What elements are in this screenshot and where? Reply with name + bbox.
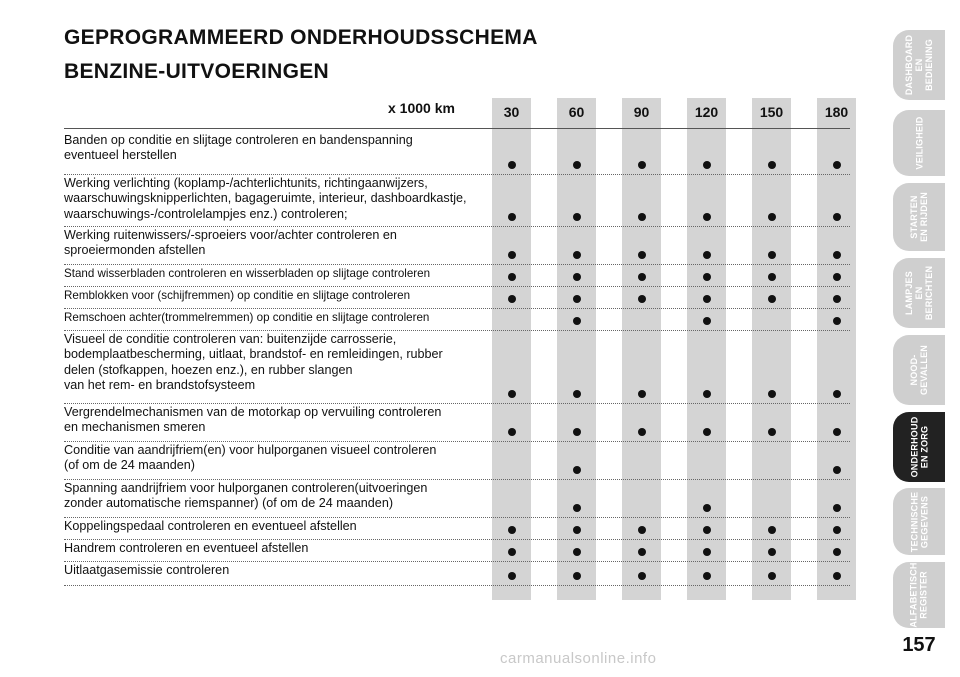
chapter-tab[interactable] <box>893 258 945 328</box>
header-rule <box>64 128 850 129</box>
service-mark <box>833 466 841 474</box>
service-mark <box>573 295 581 303</box>
service-mark <box>768 428 776 436</box>
chapter-tab[interactable] <box>893 412 945 482</box>
service-mark <box>638 548 646 556</box>
column-header: 60 <box>568 104 585 120</box>
chapter-tab[interactable] <box>893 562 945 628</box>
task-description: Conditie van aandrijfriem(en) voor hulporganen visueel controleren (of om de 24 maanden) <box>64 443 437 473</box>
chapter-tab[interactable] <box>893 30 945 100</box>
chapter-tab[interactable] <box>893 488 945 555</box>
row-divider <box>64 286 850 287</box>
service-mark <box>833 213 841 221</box>
chapter-tab[interactable] <box>893 110 945 176</box>
service-mark <box>833 548 841 556</box>
task-description: Werking ruitenwissers/-sproeiers voor/achter controleren en sproeiermonden afstellen <box>64 228 397 258</box>
row-divider <box>64 561 850 562</box>
service-mark <box>703 161 711 169</box>
service-mark <box>638 295 646 303</box>
page-subtitle: BENZINE-UITVOERINGEN <box>64 60 330 83</box>
service-mark <box>703 504 711 512</box>
chapter-tab-label: VEILIGHEID <box>914 116 925 170</box>
service-mark <box>638 428 646 436</box>
table-row <box>64 541 850 563</box>
service-mark <box>768 295 776 303</box>
service-mark <box>768 572 776 580</box>
page-number: 157 <box>902 634 936 656</box>
table-row <box>64 405 850 443</box>
chapter-tab-label: ALFABETISCH REGISTER <box>909 562 930 628</box>
service-mark <box>833 295 841 303</box>
row-divider <box>64 308 850 309</box>
service-mark <box>638 390 646 398</box>
service-mark <box>573 572 581 580</box>
service-mark <box>573 526 581 534</box>
chapter-tab-label: TECHNISCHE GEGEVENS <box>909 491 930 552</box>
service-mark <box>703 317 711 325</box>
table-row <box>64 133 850 176</box>
table-row <box>64 519 850 541</box>
row-divider <box>64 585 850 586</box>
service-mark <box>703 548 711 556</box>
service-mark <box>833 251 841 259</box>
table-row <box>64 266 850 288</box>
service-mark <box>638 273 646 281</box>
service-mark <box>768 213 776 221</box>
chapter-tab-label: ONDERHOUD EN ZORG <box>909 416 929 478</box>
service-mark <box>638 161 646 169</box>
service-mark <box>573 213 581 221</box>
service-mark <box>768 251 776 259</box>
row-divider <box>64 330 850 331</box>
column-header: 180 <box>824 104 849 120</box>
chapter-tab-label: STARTEN EN RIJDEN <box>909 192 929 242</box>
service-mark <box>768 161 776 169</box>
table-row <box>64 481 850 519</box>
service-mark <box>703 295 711 303</box>
row-divider <box>64 403 850 404</box>
row-divider <box>64 174 850 175</box>
service-mark <box>833 504 841 512</box>
service-mark <box>703 273 711 281</box>
row-divider <box>64 517 850 518</box>
service-mark <box>703 572 711 580</box>
service-mark <box>573 390 581 398</box>
service-mark <box>508 548 516 556</box>
chapter-tab-label: DASHBOARD EN BEDIENING <box>904 34 934 96</box>
service-mark <box>508 273 516 281</box>
row-divider <box>64 539 850 540</box>
service-mark <box>508 295 516 303</box>
table-row <box>64 176 850 228</box>
task-description: Stand wisserbladen controleren en wisserbladen op slijtage controleren <box>64 267 431 280</box>
table-row <box>64 332 850 405</box>
service-mark <box>573 466 581 474</box>
column-header: 90 <box>633 104 650 120</box>
service-mark <box>703 251 711 259</box>
table-row <box>64 310 850 332</box>
watermark: carmanualsonline.info <box>500 650 657 667</box>
service-mark <box>573 251 581 259</box>
service-mark <box>573 428 581 436</box>
service-mark <box>638 213 646 221</box>
row-divider <box>64 264 850 265</box>
service-mark <box>508 161 516 169</box>
service-mark <box>638 526 646 534</box>
task-description: Werking verlichting (koplamp-/achterlichtunits, richtingaanwijzers, waarschuwingsknipperlichten, bagageruimte, interieur, dashboardkastje, waarschuwings-/controlelampjes enz.) controleren; <box>64 176 467 221</box>
task-description: Visueel de conditie controleren van: buitenzijde carrosserie, bodemplaatbescherming, uitlaat, brandstof- en remleidingen, rubber delen (stofkappen, hoezen enz.), en rubber slangen van het rem- en brandstofsysteem <box>64 332 443 392</box>
row-divider <box>64 441 850 442</box>
chapter-tab-label: NOOD- GEVALLEN <box>909 345 929 395</box>
service-mark <box>833 526 841 534</box>
chapter-tab[interactable] <box>893 335 945 405</box>
row-divider <box>64 226 850 227</box>
service-mark <box>638 251 646 259</box>
service-mark <box>703 213 711 221</box>
service-mark <box>573 504 581 512</box>
service-mark <box>833 428 841 436</box>
column-header: 150 <box>759 104 784 120</box>
row-divider <box>64 479 850 480</box>
service-mark <box>833 572 841 580</box>
task-description: Remschoen achter(trommelremmen) op conditie en slijtage controleren <box>64 311 430 324</box>
service-mark <box>768 526 776 534</box>
task-description: Banden op conditie en slijtage controleren en bandenspanning eventueel herstellen <box>64 133 413 163</box>
service-mark <box>833 273 841 281</box>
service-mark <box>573 161 581 169</box>
service-mark <box>703 390 711 398</box>
service-mark <box>573 317 581 325</box>
task-description: Spanning aandrijfriem voor hulporganen controleren(uitvoeringen zonder automatische riemspanner) (of om de 24 maanden) <box>64 481 428 511</box>
service-mark <box>508 526 516 534</box>
service-mark <box>833 161 841 169</box>
task-description: Uitlaatgasemissie controleren <box>64 563 230 577</box>
page-title: GEPROGRAMMEERD ONDERHOUDSSCHEMA <box>64 26 538 49</box>
service-mark <box>573 548 581 556</box>
column-header: 30 <box>503 104 520 120</box>
service-mark <box>703 428 711 436</box>
task-description: Vergrendelmechanismen van de motorkap op vervuiling controleren en mechanismen smeren <box>64 405 442 435</box>
service-mark <box>638 572 646 580</box>
task-description: Koppelingspedaal controleren en eventueel afstellen <box>64 519 357 533</box>
column-header: 120 <box>694 104 719 120</box>
service-mark <box>508 428 516 436</box>
service-mark <box>573 273 581 281</box>
service-mark <box>508 213 516 221</box>
task-description: Remblokken voor (schijfremmen) op conditie en slijtage controleren <box>64 289 411 302</box>
service-mark <box>508 390 516 398</box>
chapter-tab[interactable] <box>893 183 945 251</box>
service-mark <box>508 251 516 259</box>
service-mark <box>833 390 841 398</box>
service-mark <box>768 390 776 398</box>
service-mark <box>508 572 516 580</box>
unit-label: x 1000 km <box>388 100 455 116</box>
table-row <box>64 443 850 481</box>
service-mark <box>703 526 711 534</box>
table-row <box>64 288 850 310</box>
chapter-tab-label: LAMPJES EN BERICHTEN <box>904 265 934 321</box>
service-mark <box>768 548 776 556</box>
service-mark <box>768 273 776 281</box>
table-row <box>64 563 850 587</box>
table-row <box>64 228 850 266</box>
task-description: Handrem controleren en eventueel afstellen <box>64 541 309 555</box>
service-mark <box>833 317 841 325</box>
